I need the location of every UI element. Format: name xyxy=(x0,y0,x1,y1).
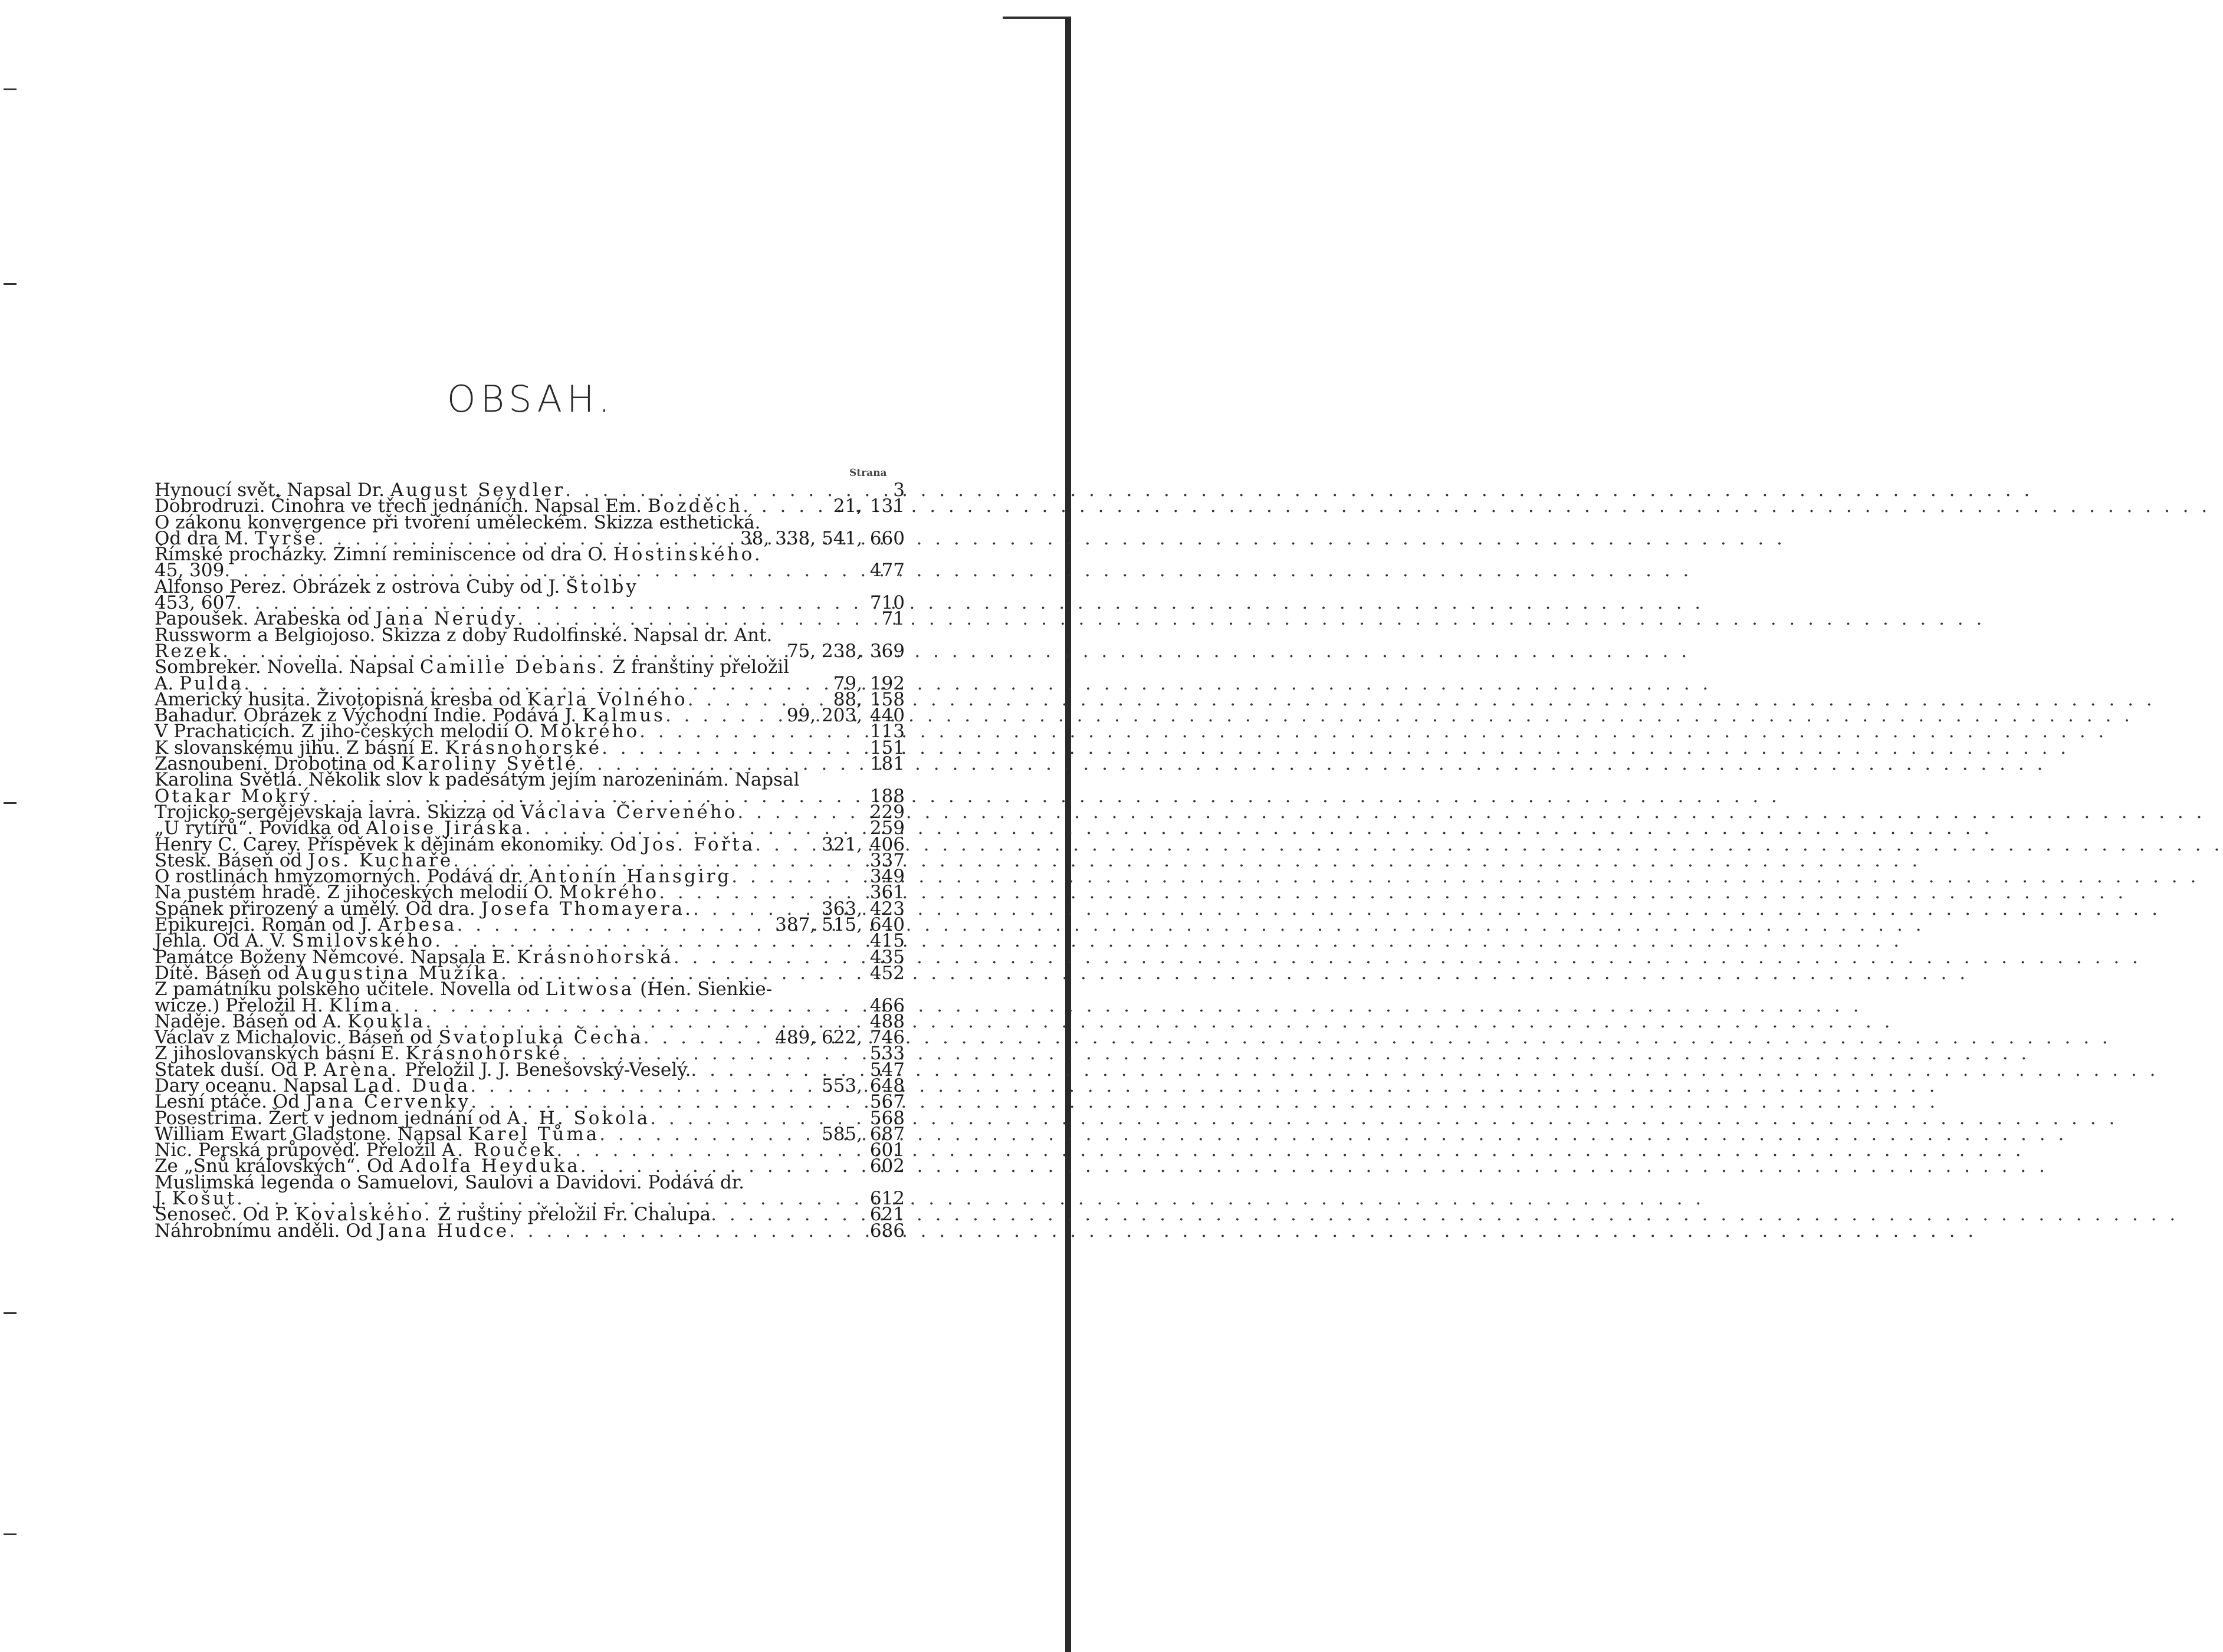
toc-entry xyxy=(155,1220,905,1242)
entry-author: Koukla xyxy=(347,1010,426,1032)
entry-title: Spánek přirozený a umělý. xyxy=(155,898,400,919)
entry-title: Památce Boženy Němcové. xyxy=(155,946,405,968)
entry-page-number: 601 xyxy=(869,1139,905,1161)
entry-author: Kalmus xyxy=(582,705,665,727)
entry-extra-pages: 489, 622, xyxy=(775,1027,862,1049)
entry-description: wicze.) Přeložil H. xyxy=(155,994,329,1016)
entry-title: Posestrima. xyxy=(155,1107,263,1129)
entry-page-number: 687 xyxy=(869,1123,905,1145)
entry-title: Jehla. xyxy=(155,930,207,952)
entry-page-number: 131 xyxy=(869,495,905,517)
entry-title: Nic. xyxy=(155,1139,193,1161)
entry-author: A. H. Sokola xyxy=(507,1107,651,1129)
entry-extra-pages: 99, 203, xyxy=(786,705,862,727)
entry-title: Muslimská legenda o Samuelovi, Saulovi a Davidovi. xyxy=(155,1171,642,1193)
entry-author: Karel Tůma xyxy=(468,1123,600,1145)
entry-page-number: 349 xyxy=(869,866,905,888)
entry-title: Russworm a Belgiojoso. xyxy=(155,624,376,646)
entry-author: Camille Debans. xyxy=(419,656,607,678)
entry-extra-pages: 321, xyxy=(821,833,862,855)
entry-page-number: 361 xyxy=(869,882,905,904)
entry-author: Josefa Thomayera. xyxy=(481,898,693,919)
entry-description: Napsal xyxy=(277,1075,354,1096)
entry-author: Adolfa Heyduka xyxy=(399,1155,580,1177)
entry-page-number: 71 xyxy=(881,608,905,630)
entry-title: Dítě. xyxy=(155,962,199,984)
entry-description: Životopisná kresba od xyxy=(310,688,527,710)
entry-title: Na pustém hradě. xyxy=(155,882,321,904)
entry-author: Lad. Duda xyxy=(353,1075,471,1096)
entry-author: Krásnohorské xyxy=(405,1043,563,1065)
entry-page-number: 181 xyxy=(869,753,905,775)
entry-author: Krásnohorská xyxy=(517,946,674,968)
entry-author: Arèna. xyxy=(323,1059,399,1080)
entry-description: Román od J. xyxy=(255,914,378,936)
entry-page-number: 113 xyxy=(869,721,905,743)
entry-description: Podává dr. xyxy=(642,1171,744,1193)
entry-page-number: 567 xyxy=(869,1091,905,1113)
entry-description: Napsala E. xyxy=(404,946,517,968)
entry-description: Báseň od A. xyxy=(226,1010,348,1032)
entry-description: Drobotina od xyxy=(268,753,402,775)
entry-page-number: 640 xyxy=(869,914,905,936)
entry-page-number: 488 xyxy=(869,1010,905,1032)
entry-page-number: 547 xyxy=(869,1059,905,1080)
entry-title: Václav z Michalovic. xyxy=(155,1027,343,1049)
entry-description: Od dra M. xyxy=(155,527,255,549)
entry-description: Povídka od xyxy=(253,817,366,839)
entry-description: Báseň od xyxy=(199,962,295,984)
entry-author: Tyrše xyxy=(254,527,318,549)
entry-description: Skizza z doby Rudolfinské. Napsal dr. Ant. xyxy=(375,624,773,646)
entry-description: Činohra ve třech jednáních. Napsal Em. xyxy=(265,495,648,517)
entry-extra-pages: 75, 238, xyxy=(786,640,862,662)
margin-mark xyxy=(4,802,17,804)
toc-entry-text xyxy=(155,1220,510,1242)
entry-author: Hostinského. xyxy=(613,544,763,566)
entry-title: Hynoucí svět. xyxy=(155,479,281,501)
entry-title: Papoušek. xyxy=(155,608,249,630)
entry-page-number: 452 xyxy=(869,962,905,984)
entry-page-number: 229 xyxy=(869,801,905,823)
entry-author: Jos. Fořta xyxy=(642,833,756,855)
entry-title: „U rytířů“. xyxy=(155,817,254,839)
entry-description: A. xyxy=(155,672,180,694)
page-title: OBSAH. xyxy=(446,377,615,421)
entry-description: Od P. xyxy=(237,1204,295,1226)
entry-page-number: 151 xyxy=(869,737,905,758)
entry-extra-pages: 79, xyxy=(833,672,862,694)
entry-description: Od P. xyxy=(265,1059,324,1080)
entry-description: Od xyxy=(267,1091,306,1113)
entry-description: Od A. V. xyxy=(207,930,292,952)
entry-description: 45, 309 xyxy=(155,560,225,582)
entry-author: Arbesa xyxy=(377,914,457,936)
entry-page-number: 369 xyxy=(869,640,905,662)
margin-mark xyxy=(4,1533,17,1535)
entry-description: Perská průpověď. Přeložil xyxy=(192,1139,442,1161)
entry-author: Jos. Kuchaře xyxy=(308,849,454,871)
entry-author: August Seydler xyxy=(390,479,566,501)
entry-page-number: 406 xyxy=(869,833,905,855)
entry-author: A. Rouček xyxy=(441,1139,557,1161)
entry-title: Alfonso Perez. xyxy=(155,576,287,597)
entry-description: Zimní reminiscence od dra O. xyxy=(327,544,613,566)
entry-page-number: 477 xyxy=(869,560,905,582)
entry-author: Augustina Mužíka xyxy=(295,962,501,984)
entry-description-tail: (Hen. Sienkie- xyxy=(634,978,773,1000)
entry-title: O rostlinách hmyzomorných. xyxy=(155,866,421,888)
margin-mark xyxy=(4,283,17,285)
entry-title: Ze „Snů královských“. xyxy=(155,1155,362,1177)
entry-title: Zasnoubení. xyxy=(155,753,268,775)
entry-page-number: 648 xyxy=(869,1075,905,1096)
entry-page-number: 660 xyxy=(869,527,905,549)
entry-description: 453, 607 xyxy=(155,592,237,614)
entry-title: V Prachaticích. xyxy=(155,721,296,743)
entry-title: Sombreker. xyxy=(155,656,261,678)
margin-mark xyxy=(4,88,17,90)
entry-description: Z jihočeských melodií O. xyxy=(321,882,560,904)
entry-author: Jana Hudce xyxy=(378,1220,510,1242)
entry-extra-pages: 88, xyxy=(833,688,862,710)
entry-page-number: 259 xyxy=(869,817,905,839)
entry-description: Napsal Dr. xyxy=(281,479,390,501)
entry-page-number: 533 xyxy=(869,1043,905,1065)
entry-author: Karoliny Světlé xyxy=(401,753,579,775)
entry-page-number: 440 xyxy=(869,705,905,727)
entry-description: Obrázek z Východní Indie. Podává J. xyxy=(237,705,583,727)
entry-author: Šmilovského xyxy=(291,930,435,952)
entry-description: Arabeska od xyxy=(248,608,376,630)
entry-description: Několik slov k padesátým jejím narozeninám. Napsal xyxy=(303,769,800,791)
entry-description: Novella od xyxy=(434,978,546,1000)
entry-author: Litwosa xyxy=(545,978,635,1000)
entry-description-tail: Z franštiny přeložil xyxy=(606,656,789,678)
entry-description: Od dra. xyxy=(399,898,481,919)
entry-description: Od xyxy=(361,1155,400,1177)
entry-extra-pages: 387, 515, xyxy=(775,914,862,936)
table-of-contents xyxy=(155,479,905,1242)
entry-author: Antonín Hansgirg xyxy=(529,866,732,888)
entry-page-number: 435 xyxy=(869,946,905,968)
entry-title: Dary oceanu. xyxy=(155,1075,278,1096)
entry-title: Římské procházky. xyxy=(155,544,328,566)
entry-author: Košut xyxy=(172,1188,237,1210)
entry-title: Epikurejci. xyxy=(155,914,256,936)
page-edge-top xyxy=(1003,17,1071,19)
entry-title: Bahadur. xyxy=(155,705,238,727)
entry-title: Stesk. xyxy=(155,849,212,871)
entry-page-number: 3 xyxy=(893,479,905,501)
entry-description: J. xyxy=(155,1188,172,1210)
entry-author: Rezek xyxy=(155,640,223,662)
entry-title: K slovanskému jihu. xyxy=(155,737,341,758)
entry-page-number: 686 xyxy=(869,1220,905,1242)
entry-description: Z jiho-českých melodií O. xyxy=(295,721,540,743)
entry-page-number: 746 xyxy=(869,1027,905,1049)
entry-description: Báseň od xyxy=(342,1027,439,1049)
entry-author: Karla Volného xyxy=(527,688,688,710)
entry-title: Naděje. xyxy=(155,1010,226,1032)
entry-title: Karolina Světlá. xyxy=(155,769,303,791)
entry-extra-pages: 21, xyxy=(833,495,862,517)
entry-page-number: 568 xyxy=(869,1107,905,1129)
entry-author: Václava Červeného xyxy=(521,801,738,823)
entry-page-number: 158 xyxy=(869,688,905,710)
entry-description-tail: Z ruštiny přeložil Fr. Chalupa xyxy=(432,1204,711,1226)
entry-page-number: 602 xyxy=(869,1155,905,1177)
page-column-label: Strana xyxy=(849,467,887,479)
entry-page-number: 188 xyxy=(869,785,905,807)
entry-title: William Ewart Gladstone. xyxy=(155,1123,392,1145)
entry-author: Mokrého xyxy=(559,882,659,904)
entry-description: Podává dr. xyxy=(421,866,530,888)
entry-extra-pages: 585, xyxy=(821,1123,862,1145)
entry-author: Aloise Jiráska xyxy=(366,817,525,839)
entry-description: Od xyxy=(340,1220,379,1242)
entry-author: Klíma xyxy=(329,994,395,1016)
entry-extra-pages: 38, 338, 541, xyxy=(740,527,862,549)
entry-author: Krásnohorské xyxy=(445,737,602,758)
entry-description: Skizza od xyxy=(421,801,521,823)
entry-title: Americký husita. xyxy=(155,688,311,710)
entry-title: Náhrobnímu anděli. xyxy=(155,1220,340,1242)
dot-leader xyxy=(509,1223,862,1239)
entry-title: Henry C. Carey. xyxy=(155,833,301,855)
entry-title: Z jihoslovanských básní xyxy=(155,1043,375,1065)
entry-author: Bozděch xyxy=(647,495,743,517)
entry-title: Z památníku polského učitele. xyxy=(155,978,435,1000)
entry-title: Senoseč. xyxy=(155,1204,237,1226)
entry-author: Jana Nerudy xyxy=(375,608,518,630)
entry-page-number: 192 xyxy=(869,672,905,694)
entry-title: Statek duší. xyxy=(155,1059,265,1080)
entry-author: Otakar Mokrý xyxy=(155,785,313,807)
entry-page-number: 621 xyxy=(869,1204,905,1226)
entry-page-number: 337 xyxy=(869,849,905,871)
entry-author: Svatopluka Čecha xyxy=(438,1027,643,1049)
entry-description: Novella. Napsal xyxy=(261,656,420,678)
entry-author: Jana Červenky xyxy=(305,1091,471,1113)
entry-title: O zákonu konvergence při tvoření uměleckém. xyxy=(155,511,588,533)
entry-description: Příspěvek k dějinám ekonomiky. Od xyxy=(301,833,643,855)
entry-page-number: 423 xyxy=(869,898,905,919)
entry-author: Mokrého xyxy=(540,721,640,743)
margin-mark xyxy=(4,1312,17,1314)
entry-page-number: 466 xyxy=(869,994,905,1016)
entry-title: Dobrodruzi. xyxy=(155,495,265,517)
entry-extra-pages: 363, xyxy=(821,898,862,919)
entry-author: Pulda xyxy=(179,672,244,694)
entry-description: Napsal xyxy=(391,1123,468,1145)
entry-description-tail: Přeložil J. J. Benešovský-Veselý. xyxy=(399,1059,691,1080)
entry-description: Obrázek z ostrova Cuby od J. xyxy=(287,576,566,597)
entry-page-number: 710 xyxy=(869,592,905,614)
entry-description: E. xyxy=(375,1043,406,1065)
entry-page-number: 415 xyxy=(869,930,905,952)
entry-extra-pages: 553, xyxy=(821,1075,862,1096)
entry-page-number: 612 xyxy=(869,1188,905,1210)
entry-title: Lesní ptáče. xyxy=(155,1091,267,1113)
entry-description: Báseň od xyxy=(211,849,308,871)
entry-description: Žert v jednom jednání od xyxy=(262,1107,507,1129)
entry-title: Trojicko-sergějevskaja lavra. xyxy=(155,801,421,823)
entry-description: Z básní E. xyxy=(340,737,445,758)
entry-author: Štolby xyxy=(566,576,639,597)
entry-author: Kovalského. xyxy=(295,1204,432,1226)
entry-description: Skizza esthetická. xyxy=(587,511,761,533)
